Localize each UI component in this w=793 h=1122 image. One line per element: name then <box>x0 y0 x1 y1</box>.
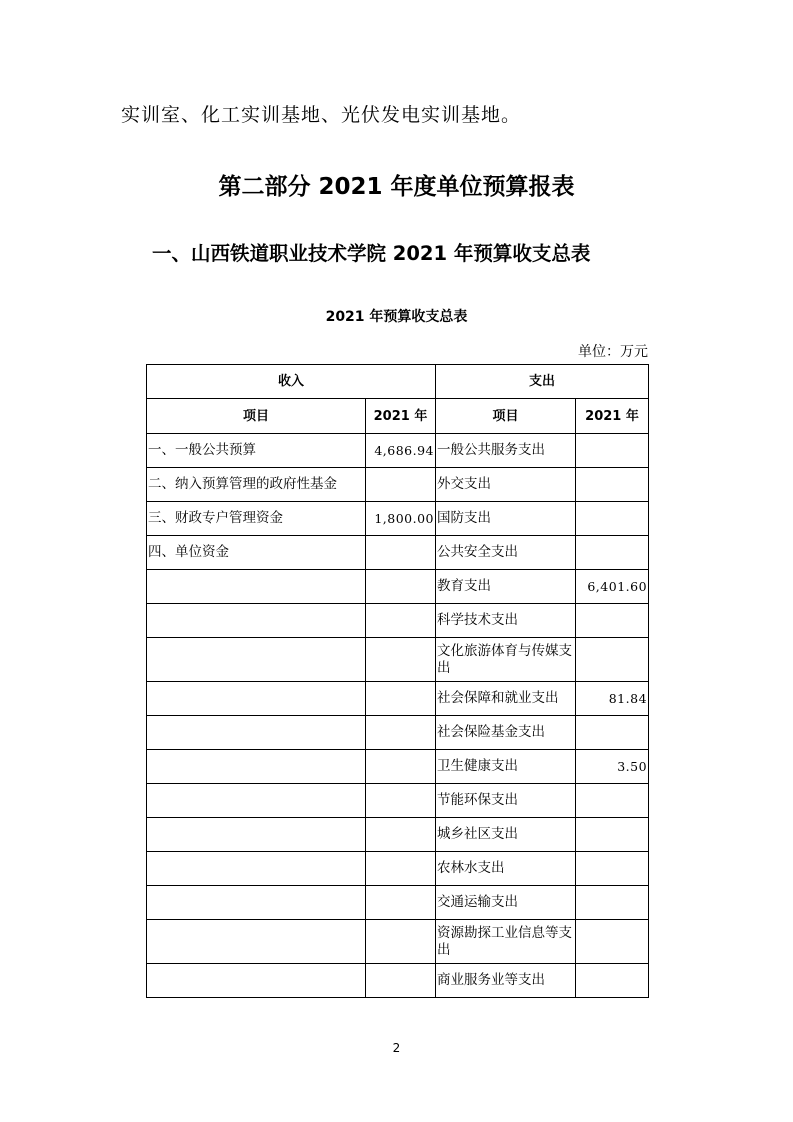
income-item-cell <box>147 570 366 604</box>
table-row <box>147 604 649 638</box>
expense-value-cell <box>576 604 649 638</box>
expense-item-cell: 城乡社区支出 <box>436 818 576 852</box>
income-value-cell <box>366 604 436 638</box>
expense-value-cell <box>576 716 649 750</box>
expense-item-cell: 教育支出 <box>436 570 576 604</box>
income-value-cell <box>366 468 436 502</box>
income-item-cell <box>147 716 366 750</box>
income-item-cell <box>147 920 366 964</box>
table-header-row <box>147 365 649 399</box>
expense-year-column-header: 2021 年 <box>576 399 649 434</box>
income-value-cell: 4,686.94 <box>366 434 436 468</box>
table-row <box>147 716 649 750</box>
intro-text: 实训室、化工实训基地、光伏发电实训基地。 <box>121 104 522 126</box>
expense-value-cell <box>576 502 649 536</box>
income-header: 收入 <box>147 365 436 399</box>
expense-item-cell: 公共安全支出 <box>436 536 576 570</box>
expense-item-cell: 外交支出 <box>436 468 576 502</box>
income-item-cell <box>147 784 366 818</box>
expense-value-cell: 6,401.60 <box>576 570 649 604</box>
income-year-column-header: 2021 年 <box>366 399 436 434</box>
table-row <box>147 536 649 570</box>
table-row <box>147 682 649 716</box>
income-value-cell <box>366 750 436 784</box>
income-item-cell <box>147 852 366 886</box>
expense-item-cell: 节能环保支出 <box>436 784 576 818</box>
income-item-cell <box>147 638 366 682</box>
income-item-cell <box>147 750 366 784</box>
expense-value-cell <box>576 784 649 818</box>
income-value-cell <box>366 682 436 716</box>
table-caption: 2021 年预算收支总表 <box>325 309 468 325</box>
income-value-cell <box>366 716 436 750</box>
income-value-cell <box>366 886 436 920</box>
income-item-cell: 二、纳入预算管理的政府性基金 <box>147 468 366 502</box>
budget-table-body <box>147 434 649 998</box>
income-item-cell <box>147 818 366 852</box>
expense-value-cell <box>576 468 649 502</box>
income-item-cell: 三、财政专户管理资金 <box>147 502 366 536</box>
unit-label: 单位：万元 <box>578 344 648 360</box>
income-item-cell <box>147 886 366 920</box>
expense-item-cell: 国防支出 <box>436 502 576 536</box>
expense-value-cell <box>576 818 649 852</box>
expense-item-cell: 卫生健康支出 <box>436 750 576 784</box>
expense-value-cell <box>576 886 649 920</box>
table-row <box>147 886 649 920</box>
table-row <box>147 818 649 852</box>
income-item-cell <box>147 604 366 638</box>
income-value-cell <box>366 964 436 998</box>
income-value-cell <box>366 920 436 964</box>
expense-item-cell: 社会保险基金支出 <box>436 716 576 750</box>
section-title: 一、山西铁道职业技术学院 2021 年预算收支总表 <box>152 242 591 265</box>
expense-value-cell <box>576 434 649 468</box>
table-row <box>147 784 649 818</box>
page-number: 2 <box>392 1041 401 1055</box>
table-row <box>147 750 649 784</box>
expense-value-cell: 81.84 <box>576 682 649 716</box>
table-row <box>147 852 649 886</box>
income-value-cell <box>366 784 436 818</box>
income-item-cell: 四、单位资金 <box>147 536 366 570</box>
expense-item-cell: 文化旅游体育与传媒支出 <box>436 638 576 682</box>
expense-item-cell: 农林水支出 <box>436 852 576 886</box>
income-item-cell <box>147 682 366 716</box>
table-row <box>147 638 649 682</box>
income-value-cell <box>366 818 436 852</box>
expense-item-cell: 科学技术支出 <box>436 604 576 638</box>
expense-value-cell <box>576 536 649 570</box>
budget-table <box>146 364 649 998</box>
income-value-cell <box>366 536 436 570</box>
table-row <box>147 502 649 536</box>
expense-item-cell: 一般公共服务支出 <box>436 434 576 468</box>
income-value-cell <box>366 852 436 886</box>
table-row <box>147 570 649 604</box>
table-subheader-row <box>147 399 649 434</box>
table-row <box>147 964 649 998</box>
income-item-column-header: 项目 <box>147 399 366 434</box>
expense-item-column-header: 项目 <box>436 399 576 434</box>
expense-header: 支出 <box>436 365 649 399</box>
expense-value-cell <box>576 920 649 964</box>
expense-item-cell: 商业服务业等支出 <box>436 964 576 998</box>
table-row <box>147 920 649 964</box>
expense-item-cell: 社会保障和就业支出 <box>436 682 576 716</box>
income-item-cell <box>147 964 366 998</box>
income-value-cell <box>366 638 436 682</box>
table-row <box>147 434 649 468</box>
expense-item-cell: 资源勘探工业信息等支出 <box>436 920 576 964</box>
income-item-cell: 一、一般公共预算 <box>147 434 366 468</box>
income-value-cell: 1,800.00 <box>366 502 436 536</box>
expense-value-cell <box>576 638 649 682</box>
table-row <box>147 468 649 502</box>
expense-value-cell <box>576 852 649 886</box>
expense-value-cell: 3.50 <box>576 750 649 784</box>
expense-item-cell: 交通运输支出 <box>436 886 576 920</box>
expense-value-cell <box>576 964 649 998</box>
part-title: 第二部分 2021 年度单位预算报表 <box>218 174 575 200</box>
income-value-cell <box>366 570 436 604</box>
